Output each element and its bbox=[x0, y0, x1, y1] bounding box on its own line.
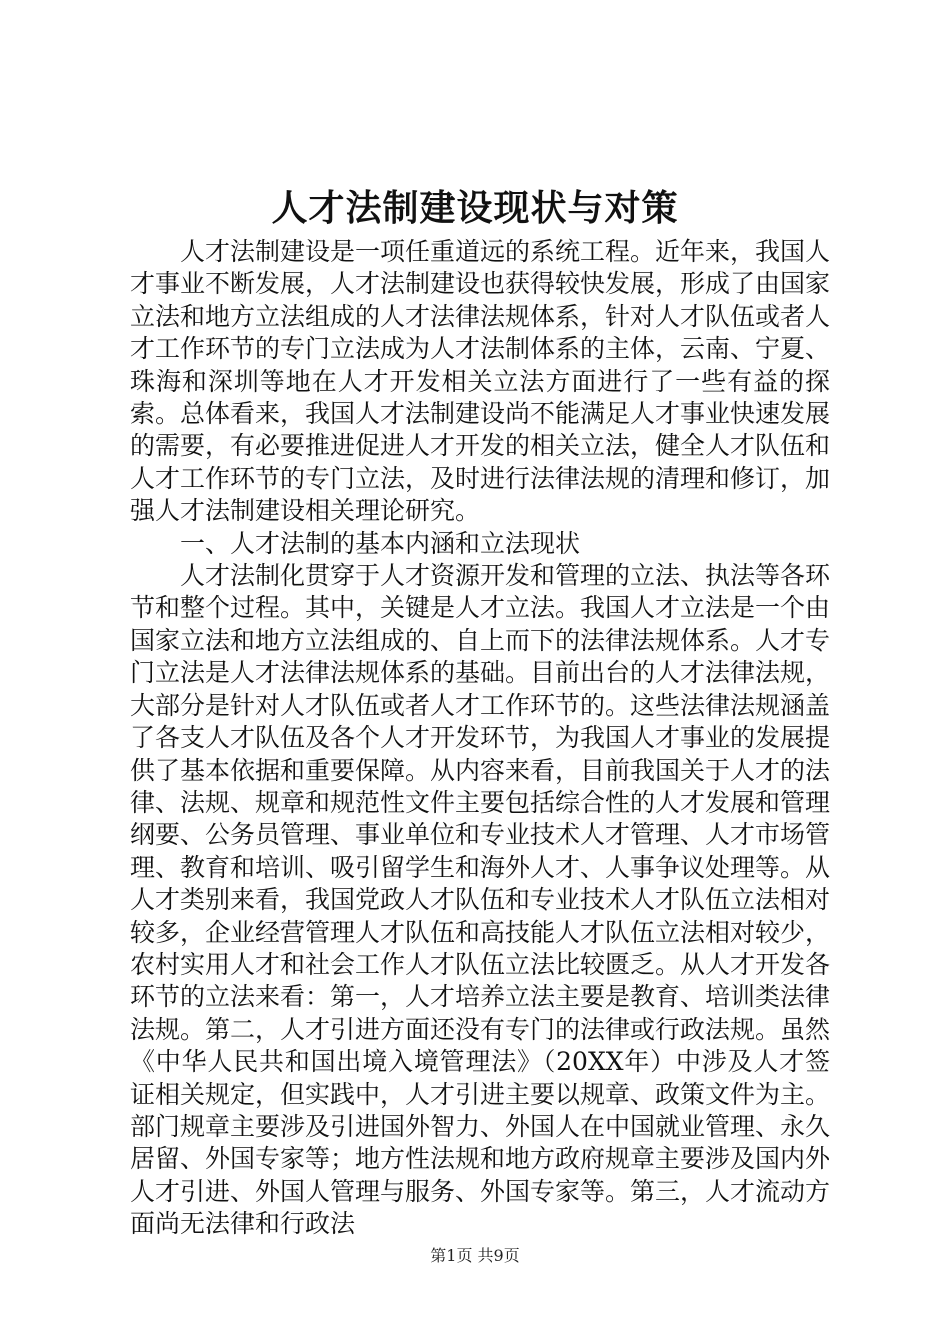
document-title: 人才法制建设现状与对策 bbox=[271, 187, 679, 229]
section-heading: 一、人才法制的基本内涵和立法现状 bbox=[180, 528, 581, 558]
page-number-footer: 第1页 共9页 bbox=[430, 1246, 520, 1265]
document-body bbox=[130, 236, 830, 1241]
paragraph-intro: 人才法制建设是一项任重道远的系统工程。近年来，我国人才事业不断发展，人才法制建设也获得较快发展，形成了由国家立法和地方立法组成的人才法律法规体系，针对人才队伍或者人才工作环节的专门立法成为人才法制体系的主体，云南、宁夏、珠海和深圳等地在人才开发相关立法方面进行了一些有益的探索。总体看来，我国人才法制建设尚不能满足人才事业快速发展的需要，有必要推进促进人才开发的相关立法，健全人才队伍和人才工作环节的专门立法，及时进行法律法规的清理和修订，加强人才法制建设相关理论研究。 bbox=[130, 237, 831, 526]
paragraph-section-1: 人才法制化贯穿于人才资源开发和管理的立法、执法等各环节和整个过程。其中，关键是人才立法。我国人才立法是一个由国家立法和地方立法组成的、自上而下的法律法规体系。人才专门立法是人才法律法规体系的基础。目前出台的人才法律法规，大部分是针对人才队伍或者人才工作环节的。这些法律法规涵盖了各支人才队伍及各个人才开发环节，为我国人才事业的发展提供了基本依据和重要保障。从内容来看，目前我国关于人才的法律、法规、规章和规范性文件主要包括综合性的人才发展和管理纲要、公务员管理、事业单位和专业技术人才管理、人才市场管理、教育和培训、吸引留学生和海外人才、人事争议处理等。从人才类别来看，我国党政人才队伍和专业技术人才队伍立法相对较多，企业经营管理人才队伍和高技能人才队伍立法相对较少，农村实用人才和社会工作人才队伍立法比较匮乏。从人才开发各环节的立法来看：第一，人才培养立法主要是教育、培训类法律法规。第二，人才引进方面还没有专门的法律或行政法规。虽然《中华人民共和国出境入境管理法》（20XX年）中涉及人才签证相关规定，但实践中，人才引进主要以规章、政策文件为主。部门规章主要涉及引进国外智力、外国人在中国就业管理、永久居留、外国专家等；地方性法规和地方政府规章主要涉及国内外人才引进、外国人管理与服务、外国专家等。第三，人才流动方面尚无法律和行政法 bbox=[130, 561, 831, 1239]
